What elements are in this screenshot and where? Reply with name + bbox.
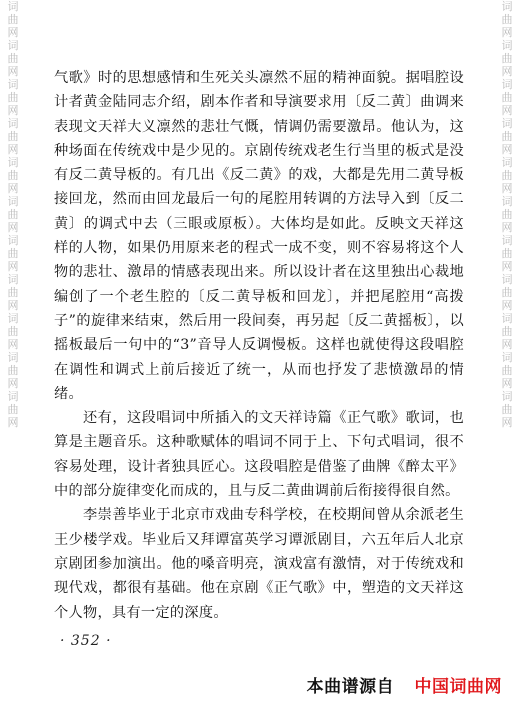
page-body: [54, 66, 464, 625]
paragraph-3: 李崇善毕业于北京市戏曲专科学校，在校期间曾从余派老生王少楼学戏。毕业后又拜谭富英学习谭派剧目，六五年后人北京京剧团参加演出。他的嗓音明亮，演戏富有激情，对于传统戏和现代戏，都很有基础。他在京剧《正气歌》中，塑造的文天祥这个人物，具有一定的深度。: [54, 507, 464, 621]
paragraph-1: 气歌》时的思想感情和生死关头凛然不屈的精神面貌。据唱腔设计者黄金陆同志介绍，剧本作者和导演要求用〔反二黄〕曲调来表现文天祥大义凛然的悲壮气慨，情调仍需要激昂。他认为，这种场面在传统戏中是少见的。京剧传统戏老生行当里的板式是没有反二黄导板的。有几出《反二黄》的戏，大都是先用二黄导板接回龙，然而由回龙最后一句的尾腔用转调的方法导入到〔反二黄〕的调式中去（三眼或原板）。大体均是如此。反映文天祥这样的人物，如果仍用原来老的程式一成不变，则不容易将这个人物的悲壮、激昂的情感表现出来。所以设计者在这里独出心裁地编创了一个老生腔的〔反二黄导板和回龙〕，并把尾腔用“高拨子”的旋律来结束，然后用一段间奏，再另起〔反二黄摇板〕，以摇板最后一句中的“3”音导人反调慢板。这样也就使得这段唱腔在调性和调式上前后接近了统一，从而也抒发了悲愤激昂的情绪。: [54, 70, 464, 402]
source-label: 本曲谱源自: [306, 677, 395, 697]
paragraph-2: 还有，这段唱词中所插入的文天祥诗篇《正气歌》歌词，也算是主题音乐。这种歌赋体的唱词不同于上、下句式唱词，很不容易处理，设计者独具匠心。这段唱腔是借鉴了曲牌《醉太平》中的部分旋律变化而成的，且与反二黄曲调前后衔接得很自然。: [54, 410, 464, 500]
site-name-link[interactable]: 中国词曲网: [414, 677, 502, 697]
left-margin-watermark: 词 曲 网 词 曲 网 词 曲 网 词 曲 网 词 曲 网 词 曲 网 词 曲 网 词 曲 网 词 曲 网 词 曲 网 词 曲 网: [7, 0, 19, 429]
right-margin-watermark: 词 曲 网 词 曲 网 词 曲 网 词 曲 网 词 曲 网 词 曲 网 词 曲 网 词 曲 网 词 曲 网 词 曲 网 词 曲 网: [501, 0, 513, 429]
footer-source-credit: [307, 672, 502, 697]
page-number: · 352 ·: [60, 633, 112, 649]
